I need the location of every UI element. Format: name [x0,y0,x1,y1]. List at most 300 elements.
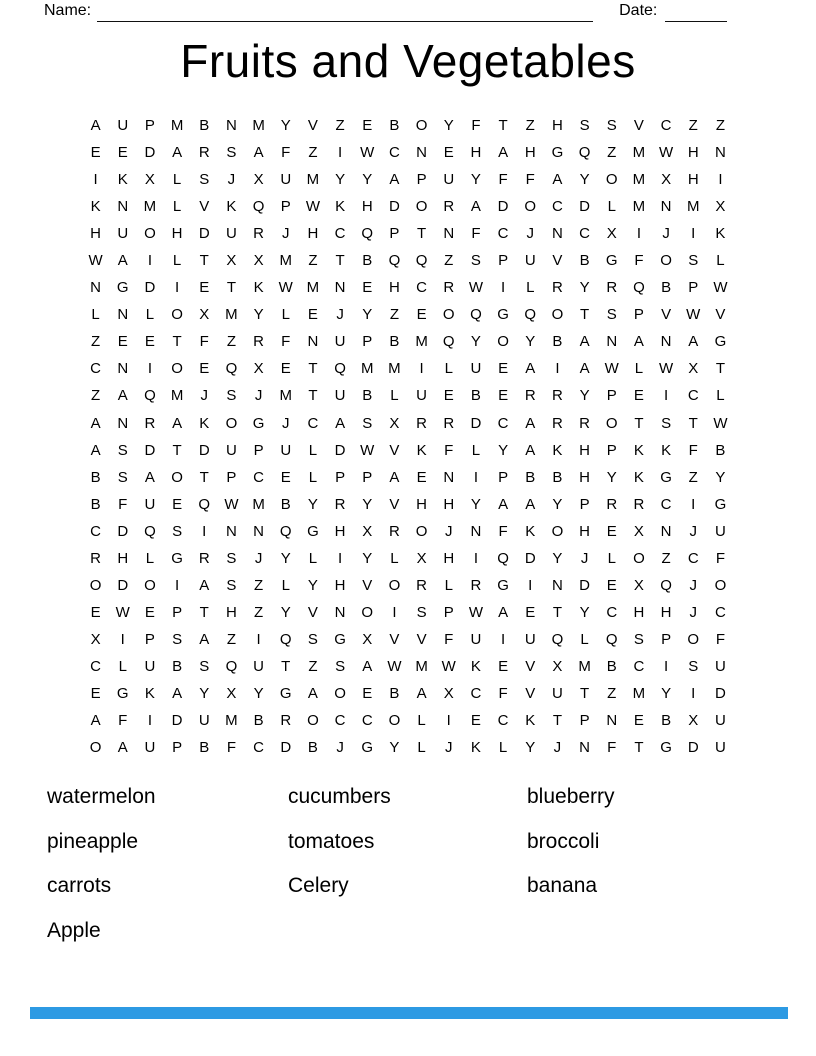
grid-letter: Y [470,333,481,351]
grid-letter: A [172,685,183,702]
grid-letter: B [362,252,373,270]
word-list-item: blueberry [527,785,615,808]
grid-letter: J [444,739,453,757]
grid-letter: R [470,576,482,594]
grid-letter: M [143,198,157,216]
grid-letter: E [90,603,101,621]
grid-letter: F [715,630,725,648]
grid-letter: D [579,576,590,594]
grid-letter: I [120,630,125,648]
grid-letter: C [90,360,101,378]
grid-letter: R [443,279,455,297]
grid-letter: E [199,360,210,378]
grid-letter: Z [525,117,535,135]
grid-letter: Q [225,360,238,378]
grid-letter: H [334,522,346,540]
grid-letter: U [714,522,726,540]
grid-letter: Z [688,117,698,135]
grid-letter: T [552,712,562,730]
grid-letter: I [500,279,506,297]
grid-letter: S [579,117,590,135]
grid-letter: J [526,225,534,243]
grid-letter: D [144,279,156,297]
grid-letter: N [334,603,346,621]
grid-letter: L [390,549,399,567]
grid-letter: U [280,171,292,189]
grid-letter: Q [415,252,428,270]
grid-letter: J [553,739,562,757]
grid-letter: U [198,712,210,730]
grid-letter: Y [362,171,373,189]
grid-letter: V [525,685,536,702]
grid-letter: L [91,306,100,324]
grid-letter: X [362,630,373,648]
grid-letter: E [90,144,101,162]
grid-letter: W [305,198,320,216]
grid-letter: A [362,657,373,675]
grid-letter: W [658,360,674,378]
grid-letter: M [578,657,591,675]
grid-letter: N [606,333,618,351]
grid-letter: X [715,198,726,216]
grid-letter: A [688,333,699,351]
grid-letter: D [687,739,699,757]
grid-letter: Y [470,171,481,189]
grid-letter: M [632,171,646,189]
grid-letter: U [714,739,726,757]
grid-letter: U [470,360,482,378]
grid-letter: T [199,468,209,486]
grid-letter: M [415,333,428,351]
grid-letter: L [444,576,453,594]
grid-letter: V [525,657,536,675]
grid-letter: Q [633,279,645,297]
grid-letter: G [116,279,129,297]
grid-letter: V [633,117,644,135]
grid-letter: A [498,495,509,513]
grid-letter: O [171,360,183,378]
grid-letter: F [444,630,454,648]
grid-letter: F [471,225,481,243]
grid-letter: G [660,739,672,757]
grid-letter: T [416,225,427,243]
grid-letter: I [337,144,343,162]
grid-letter: Z [335,117,345,135]
grid-letter: S [416,603,427,621]
grid-letter: Q [497,549,509,567]
grid-letter: U [225,441,237,459]
grid-letter: N [660,333,672,351]
grid-letter: K [715,225,726,243]
grid-letter: Y [606,468,617,486]
grid-letter: K [117,171,128,189]
grid-letter: E [280,468,291,486]
grid-letter: Z [308,252,318,270]
word-list-item: banana [527,874,598,897]
grid-letter: Q [551,630,564,648]
grid-letter: X [226,685,237,702]
grid-letter: C [334,712,346,730]
grid-letter: R [198,549,210,567]
grid-letter: A [307,685,318,702]
grid-letter: U [225,225,237,243]
grid-letter: G [497,576,509,594]
grid-letter: D [144,144,156,162]
grid-letter: S [226,549,237,567]
grid-letter: Z [253,576,264,594]
grid-letter: F [634,252,644,270]
grid-letter: B [362,387,373,405]
grid-letter: I [174,279,180,297]
grid-letter: A [90,117,101,135]
grid-letter: P [226,468,237,486]
grid-letter: Z [308,657,318,675]
grid-letter: H [633,603,645,621]
grid-letter: Z [90,387,101,405]
grid-letter: G [714,495,727,513]
grid-letter: E [199,279,210,297]
grid-letter: T [579,306,590,324]
grid-letter: X [688,360,699,378]
grid-letter: X [90,630,101,648]
grid-letter: J [336,306,344,324]
grid-letter: S [226,387,237,405]
grid-letter: C [253,468,264,486]
grid-letter: O [415,117,428,135]
grid-letter: R [198,144,210,162]
grid-letter: Z [226,333,236,351]
grid-letter: I [256,630,261,648]
grid-letter: R [280,712,292,730]
grid-letter: V [661,306,672,324]
grid-letter: Y [307,495,318,513]
grid-letter: P [661,630,672,648]
grid-letter: W [441,657,456,675]
grid-letter: O [171,468,183,486]
grid-letter: Y [253,685,264,702]
grid-letter: E [606,576,617,594]
grid-letter: B [172,657,183,675]
grid-letter: J [689,576,697,594]
grid-letter: Q [279,630,292,648]
grid-letter: T [199,252,209,270]
grid-letter: B [199,117,210,135]
grid-letter: L [308,549,318,567]
grid-letter: Y [307,576,318,594]
grid-letter: D [388,198,400,216]
grid-letter: I [337,549,343,567]
grid-letter: W [360,441,375,459]
grid-letter: J [689,522,697,540]
grid-letter: T [172,441,182,459]
grid-letter: J [336,739,344,757]
grid-letter: D [714,685,726,702]
grid-letter: Y [715,468,726,486]
grid-letter: P [144,117,155,135]
grid-letter: R [551,279,563,297]
grid-letter: K [552,441,563,459]
grid-letter: Q [660,576,672,594]
grid-letter: Z [444,252,454,270]
grid-letter: C [497,414,509,432]
grid-letter: A [117,739,128,757]
grid-letter: T [172,333,182,351]
grid-letter: W [658,144,674,162]
grid-letter: K [416,441,427,459]
grid-letter: N [551,225,563,243]
grid-letter: N [334,279,346,297]
grid-letter: X [688,712,699,730]
grid-letter: C [660,117,672,135]
grid-letter: T [226,279,236,297]
grid-letter: T [335,252,345,270]
grid-letter: Q [279,522,292,540]
grid-letter: F [525,171,535,189]
word-search-grid [82,112,734,761]
grid-letter: N [579,739,590,757]
grid-letter: M [360,360,374,378]
grid-letter: A [579,360,590,378]
grid-letter: O [633,549,645,567]
grid-letter: U [551,685,563,702]
grid-letter: M [306,279,320,297]
grid-letter: M [632,198,646,216]
grid-letter: J [281,414,290,432]
grid-letter: F [226,739,236,757]
grid-letter: N [416,144,427,162]
grid-letter: N [117,306,129,324]
grid-letter: O [89,576,102,594]
grid-letter: R [443,414,455,432]
grid-letter: M [225,712,238,730]
grid-letter: K [253,279,264,297]
grid-letter: V [715,306,726,324]
date-blank-line [665,3,727,22]
grid-letter: R [551,387,563,405]
grid-letter: W [224,495,239,513]
grid-letter: E [443,144,454,162]
word-list-item: tomatoes [288,829,375,853]
grid-letter: P [633,306,644,324]
grid-letter: Q [388,252,401,270]
grid-letter: J [281,225,290,243]
date-label: Date: [619,2,658,19]
grid-letter: F [498,522,508,540]
grid-letter: H [524,144,536,162]
grid-letter: S [606,117,617,135]
grid-letter: Z [715,117,725,135]
grid-letter: Y [362,549,373,567]
grid-letter: P [443,603,454,621]
word-list-item: Celery [288,874,349,897]
grid-letter: T [715,360,725,378]
grid-letter: I [473,468,478,486]
grid-letter: I [500,630,506,648]
word-list-item: cucumbers [288,785,391,808]
grid-letter: Y [362,306,373,324]
grid-letter: N [253,522,264,540]
grid-letter: S [172,522,183,540]
grid-letter: G [714,333,727,351]
grid-letter: K [661,441,672,459]
grid-letter: C [334,225,346,243]
grid-letter: K [90,198,101,216]
grid-letter: I [555,360,560,378]
grid-letter: R [443,198,455,216]
grid-letter: Y [280,117,291,135]
grid-letter: U [144,495,156,513]
grid-letter: C [497,225,509,243]
grid-letter: S [633,630,644,648]
grid-letter: C [633,657,645,675]
grid-letter: N [117,414,129,432]
grid-letter: L [444,360,453,378]
grid-letter: I [528,576,533,594]
grid-letter: B [525,468,536,486]
grid-letter: E [362,685,373,702]
grid-letter: V [416,630,427,648]
grid-letter: B [199,739,210,757]
grid-letter: D [117,576,129,594]
grid-letter: E [633,712,644,730]
grid-letter: T [634,414,644,432]
grid-letter: N [551,576,563,594]
grid-letter: H [443,549,455,567]
grid-letter: I [691,225,696,243]
worksheet-header [44,2,772,22]
grid-letter: O [171,306,183,324]
grid-letter: U [524,630,536,648]
grid-letter: B [389,333,400,351]
grid-letter: M [279,387,292,405]
grid-letter: F [607,739,617,757]
grid-letter: L [172,171,182,189]
grid-letter: V [199,198,210,216]
grid-letter: T [634,739,644,757]
grid-letter: Z [688,468,698,486]
grid-letter: E [498,657,509,675]
grid-letter: E [307,306,318,324]
grid-letter: C [606,603,618,621]
grid-letter: U [334,333,346,351]
grid-letter: Y [253,306,264,324]
grid-letter: T [552,603,562,621]
grid-letter: H [687,171,699,189]
grid-letter: D [117,522,129,540]
grid-letter: F [688,441,698,459]
grid-letter: S [117,441,128,459]
grid-letter: M [225,306,238,324]
grid-letter: Q [578,144,591,162]
grid-letter: A [552,171,563,189]
grid-letter: P [172,739,183,757]
grid-letter: P [416,171,427,189]
grid-letter: Y [470,495,481,513]
grid-letter: V [362,576,373,594]
grid-letter: Y [579,603,590,621]
grid-letter: Z [226,630,236,648]
grid-letter: C [90,657,101,675]
grid-letter: R [606,495,618,513]
grid-letter: F [118,495,128,513]
grid-letter: J [227,171,236,189]
grid-letter: A [253,144,264,162]
grid-letter: F [199,333,209,351]
grid-letter: A [525,441,536,459]
grid-letter: L [716,252,725,270]
grid-letter: Y [552,495,563,513]
grid-letter: W [713,414,728,432]
grid-letter: L [417,712,426,730]
grid-letter: D [497,198,509,216]
grid-letter: G [605,252,618,270]
grid-letter: K [226,198,237,216]
grid-letter: N [117,360,129,378]
grid-letter: H [416,495,427,513]
grid-letter: Y [525,739,536,757]
grid-letter: G [307,522,319,540]
grid-letter: O [388,712,401,730]
grid-letter: Y [552,549,563,567]
grid-letter: H [470,144,482,162]
grid-letter: O [551,522,564,540]
grid-letter: O [524,198,537,216]
grid-letter: K [199,414,210,432]
grid-letter: H [443,495,455,513]
footer-accent-bar [30,1007,788,1019]
grid-letter: C [307,414,319,432]
grid-letter: I [419,360,424,378]
grid-letter: K [633,441,644,459]
grid-letter: V [552,252,563,270]
grid-letter: C [551,198,563,216]
grid-letter: O [714,576,727,594]
grid-letter: N [443,468,455,486]
grid-letter: U [280,441,292,459]
grid-letter: Z [607,685,617,702]
grid-letter: Q [334,360,346,378]
grid-letter: F [444,441,454,459]
grid-letter: R [524,387,536,405]
grid-letter: B [715,441,726,459]
grid-letter: D [579,198,590,216]
grid-letter: W [686,306,701,324]
grid-letter: L [716,387,725,405]
grid-letter: K [470,657,481,675]
grid-letter: R [144,414,156,432]
grid-letter: G [252,414,265,432]
grid-letter: Y [389,739,400,757]
grid-letter: O [497,333,509,351]
grid-letter: P [362,333,373,351]
grid-letter: I [691,685,696,702]
grid-letter: L [634,360,644,378]
grid-letter: A [172,144,183,162]
grid-letter: O [415,522,428,540]
grid-letter: L [526,279,535,297]
grid-letter: B [552,468,563,486]
grid-letter: S [661,414,672,432]
grid-letter: N [443,225,455,243]
grid-letter: U [117,117,129,135]
grid-letter: V [389,495,400,513]
grid-letter: T [579,685,590,702]
grid-letter: F [471,117,481,135]
grid-letter: C [497,712,509,730]
grid-letter: E [606,522,617,540]
grid-letter: M [686,198,700,216]
grid-letter: W [604,360,619,378]
